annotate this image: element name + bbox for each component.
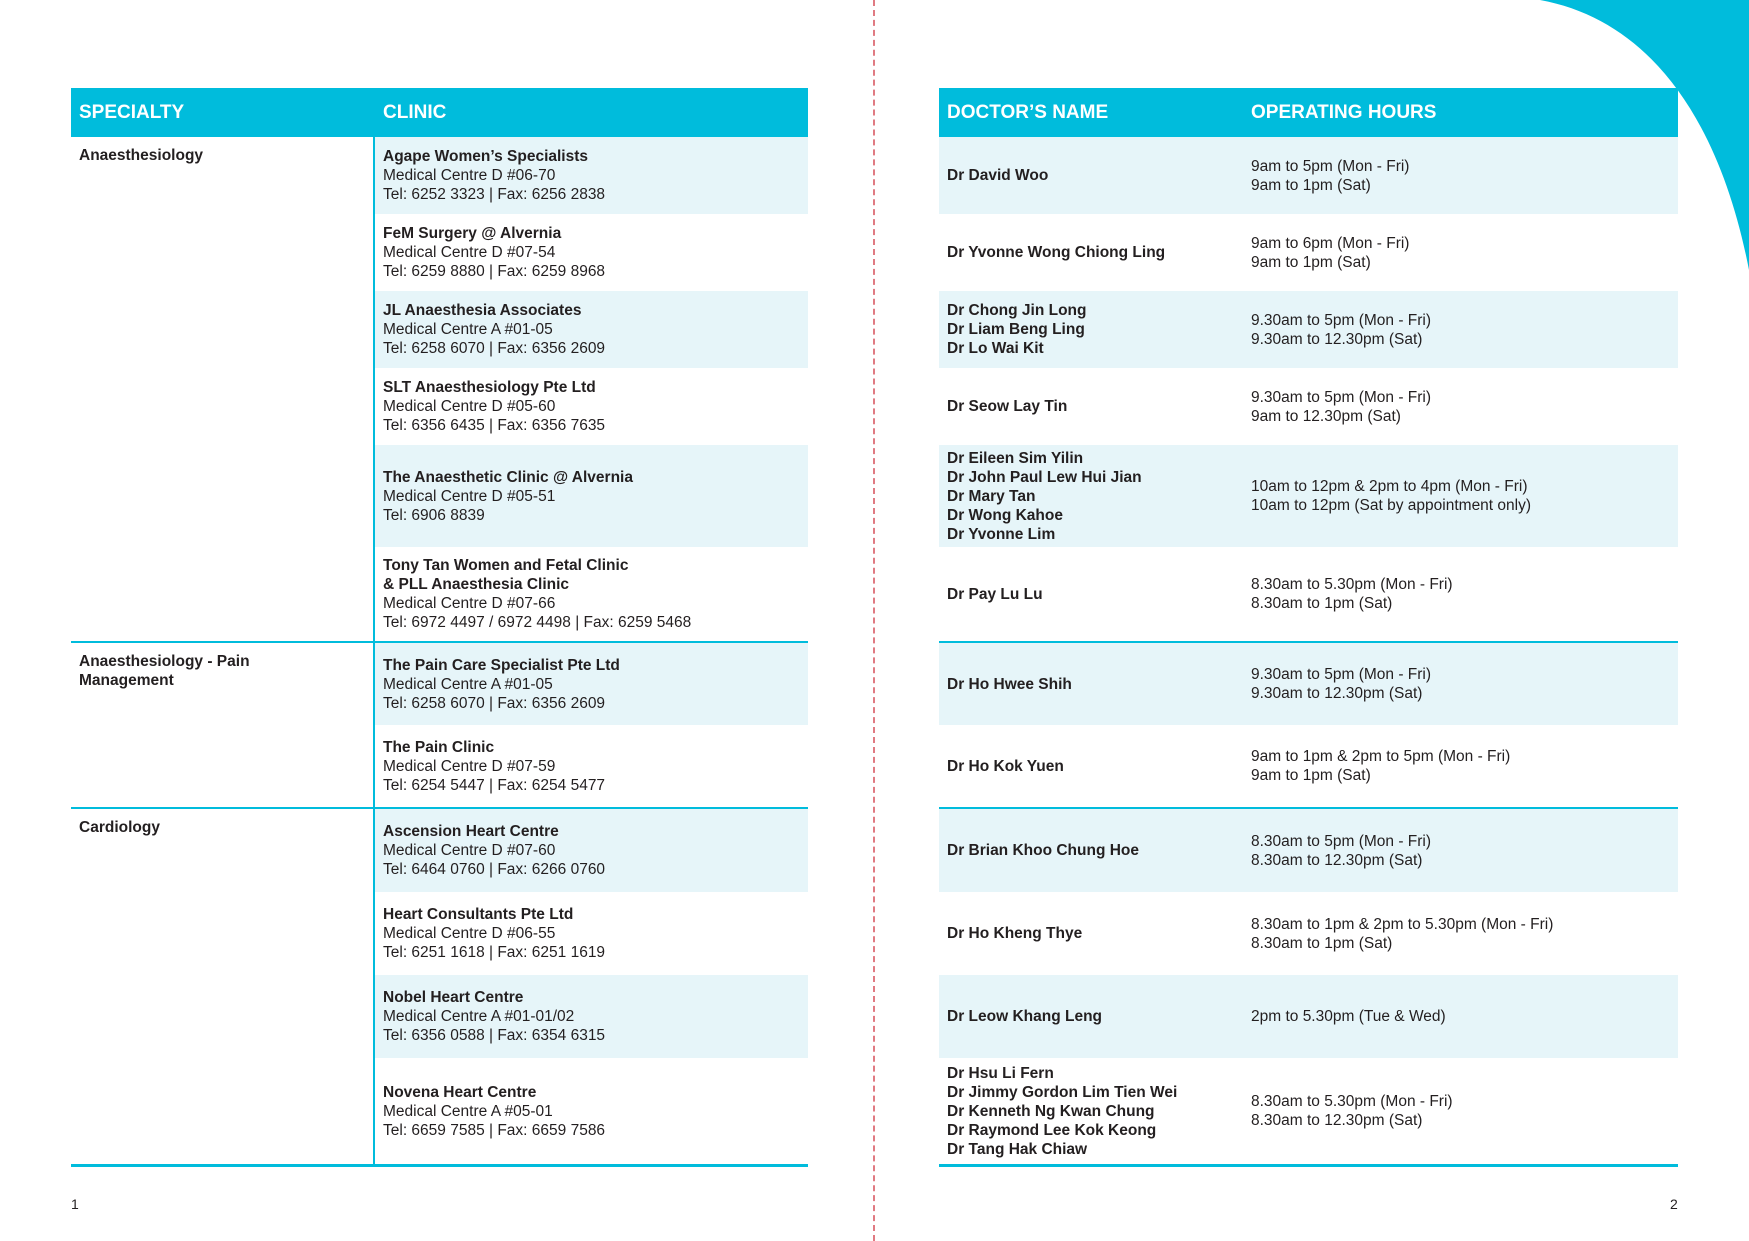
clinic-row bbox=[375, 1058, 808, 1164]
doctor-name: Dr Seow Lay Tin bbox=[947, 398, 1068, 415]
operating-hours bbox=[1243, 1007, 1678, 1026]
hours-line: 10am to 12pm (Sat by appointment only) bbox=[1251, 497, 1532, 514]
specialty-group bbox=[71, 643, 808, 809]
doctor-names bbox=[939, 449, 1243, 544]
doctor-row bbox=[939, 368, 1678, 445]
clinic-row bbox=[375, 975, 808, 1058]
header-specialty: SPECIALTY bbox=[79, 101, 185, 123]
clinic-address: Medical Centre D #06-70 bbox=[383, 167, 556, 184]
doctor-row bbox=[939, 547, 1678, 641]
doctor-row bbox=[939, 975, 1678, 1058]
operating-hours bbox=[1243, 157, 1678, 195]
operating-hours bbox=[1243, 1092, 1678, 1130]
doctor-row bbox=[939, 214, 1678, 291]
clinic-address: Medical Centre A #01-05 bbox=[383, 321, 553, 338]
clinic-contact: Tel: 6464 0760 | Fax: 6266 0760 bbox=[383, 861, 606, 878]
hours-line: 9am to 1pm & 2pm to 5pm (Mon - Fri) bbox=[1251, 748, 1511, 765]
clinic-row bbox=[375, 809, 808, 892]
doctor-row bbox=[939, 291, 1678, 368]
doctor-row bbox=[939, 1058, 1678, 1164]
hours-line: 10am to 12pm & 2pm to 4pm (Mon - Fri) bbox=[1251, 478, 1528, 495]
clinic-name: Ascension Heart Centre bbox=[383, 823, 559, 840]
hours-line: 2pm to 5.30pm (Tue & Wed) bbox=[1251, 1008, 1446, 1025]
clinic-address: Medical Centre A #01-01/02 bbox=[383, 1008, 575, 1025]
doctor-name: Dr Ho Hwee Shih bbox=[947, 675, 1072, 693]
doctor-name: Dr Pay Lu Lu bbox=[947, 585, 1043, 603]
doctor-row bbox=[939, 809, 1678, 892]
specialty-name-line2: Management bbox=[79, 672, 174, 689]
doctor-name: Dr Yvonne Lim bbox=[947, 525, 1056, 543]
hours-line: 9.30am to 5pm (Mon - Fri) bbox=[1251, 666, 1432, 683]
doctor-name: Dr Eileen Sim Yilin bbox=[947, 449, 1084, 467]
doctor-name: Dr Lo Wai Kit bbox=[947, 340, 1044, 357]
clinic-contact: Tel: 6659 7585 | Fax: 6659 7586 bbox=[383, 1121, 606, 1139]
clinic-contact: Tel: 6258 6070 | Fax: 6356 2609 bbox=[383, 340, 606, 357]
clinic-contact: Tel: 6258 6070 | Fax: 6356 2609 bbox=[383, 694, 606, 712]
clinic-name: Heart Consultants Pte Ltd bbox=[383, 906, 574, 923]
clinic-row bbox=[375, 725, 808, 807]
clinic-name: The Pain Clinic bbox=[383, 738, 495, 756]
doctor-name: Dr Brian Khoo Chung Hoe bbox=[947, 842, 1140, 859]
doctor-name: Dr David Woo bbox=[947, 167, 1049, 184]
clinic-row bbox=[375, 643, 808, 725]
hours-line: 8.30am to 1pm & 2pm to 5.30pm (Mon - Fri) bbox=[1251, 915, 1554, 933]
page-number-left: 1 bbox=[71, 1196, 79, 1212]
operating-hours bbox=[1243, 665, 1678, 703]
specialty-cell bbox=[71, 809, 375, 1164]
hours-line: 8.30am to 5.30pm (Mon - Fri) bbox=[1251, 576, 1453, 593]
doctor-group bbox=[939, 643, 1678, 809]
doctor-row bbox=[939, 892, 1678, 975]
page-number-right: 2 bbox=[1670, 1196, 1678, 1212]
doctor-name: Dr Liam Beng Ling bbox=[947, 321, 1085, 338]
hours-line: 8.30am to 5pm (Mon - Fri) bbox=[1251, 832, 1432, 850]
doctor-table-header bbox=[939, 88, 1678, 137]
hours-line: 8.30am to 1pm (Sat) bbox=[1251, 595, 1393, 612]
operating-hours bbox=[1243, 915, 1678, 953]
clinic-name: FeM Surgery @ Alvernia bbox=[383, 225, 562, 242]
clinic-name: Tony Tan Women and Fetal Clinic bbox=[383, 557, 629, 574]
clinic-address: Medical Centre D #07-54 bbox=[383, 244, 556, 261]
hours-line: 8.30am to 5.30pm (Mon - Fri) bbox=[1251, 1093, 1453, 1110]
clinic-address: Medical Centre A #05-01 bbox=[383, 1102, 553, 1120]
clinic-name-line2: & PLL Anaesthesia Clinic bbox=[383, 576, 570, 593]
clinic-table bbox=[71, 88, 808, 1167]
doctor-row bbox=[939, 445, 1678, 547]
operating-hours bbox=[1243, 388, 1678, 426]
clinic-address: Medical Centre D #07-60 bbox=[383, 842, 556, 859]
doctor-name: Dr Mary Tan bbox=[947, 487, 1036, 505]
clinic-list bbox=[375, 809, 808, 1164]
hours-line: 8.30am to 12.30pm (Sat) bbox=[1251, 851, 1423, 869]
doctor-names bbox=[939, 1064, 1243, 1159]
hours-line: 9am to 6pm (Mon - Fri) bbox=[1251, 234, 1410, 252]
clinic-contact: Tel: 6356 0588 | Fax: 6354 6315 bbox=[383, 1027, 606, 1044]
hours-line: 9am to 12.30pm (Sat) bbox=[1251, 407, 1401, 425]
clinic-contact: Tel: 6972 4497 / 6972 4498 | Fax: 6259 5468 bbox=[383, 614, 692, 631]
hours-line: 9.30am to 12.30pm (Sat) bbox=[1251, 330, 1423, 348]
doctor-name: Dr Ho Kheng Thye bbox=[947, 925, 1083, 942]
clinic-name: The Anaesthetic Clinic @ Alvernia bbox=[383, 468, 633, 486]
doctor-names bbox=[939, 166, 1243, 185]
clinic-contact: Tel: 6251 1618 | Fax: 6251 1619 bbox=[383, 944, 606, 961]
clinic-address: Medical Centre D #07-59 bbox=[383, 757, 556, 775]
clinic-row bbox=[375, 137, 808, 214]
clinic-address: Medical Centre A #01-05 bbox=[383, 675, 553, 693]
clinic-row bbox=[375, 445, 808, 547]
hours-line: 9.30am to 12.30pm (Sat) bbox=[1251, 685, 1423, 702]
specialty-name: Anaesthesiology bbox=[79, 147, 204, 164]
doctor-name: Dr Yvonne Wong Chiong Ling bbox=[947, 244, 1166, 261]
page-fold-line bbox=[873, 0, 875, 1241]
doctor-names bbox=[939, 397, 1243, 416]
doctor-row bbox=[939, 643, 1678, 725]
clinic-table-header bbox=[71, 88, 808, 137]
doctor-name: Dr Leow Khang Leng bbox=[947, 1008, 1102, 1025]
doctor-name: Dr Tang Hak Chiaw bbox=[947, 1140, 1088, 1158]
operating-hours bbox=[1243, 575, 1678, 613]
specialty-group bbox=[71, 809, 808, 1167]
clinic-contact: Tel: 6259 8880 | Fax: 6259 8968 bbox=[383, 263, 606, 280]
specialty-cell bbox=[71, 643, 375, 807]
doctor-name: Dr Wong Kahoe bbox=[947, 506, 1063, 524]
doctor-names bbox=[939, 757, 1243, 776]
operating-hours bbox=[1243, 747, 1678, 785]
specialty-group bbox=[71, 137, 808, 643]
clinic-contact: Tel: 6254 5447 | Fax: 6254 5477 bbox=[383, 776, 606, 794]
hours-line: 9am to 1pm (Sat) bbox=[1251, 767, 1371, 784]
clinic-row bbox=[375, 368, 808, 445]
doctor-name: Dr Ho Kok Yuen bbox=[947, 757, 1064, 775]
hours-line: 9.30am to 5pm (Mon - Fri) bbox=[1251, 388, 1432, 406]
doctor-names bbox=[939, 1007, 1243, 1026]
clinic-address: Medical Centre D #07-66 bbox=[383, 595, 556, 612]
clinic-contact: Tel: 6906 8839 bbox=[383, 506, 485, 524]
operating-hours bbox=[1243, 477, 1678, 515]
doctor-names bbox=[939, 841, 1243, 860]
hours-line: 9.30am to 5pm (Mon - Fri) bbox=[1251, 311, 1432, 329]
doctor-row bbox=[939, 137, 1678, 214]
clinic-row bbox=[375, 214, 808, 291]
clinic-list bbox=[375, 643, 808, 807]
specialty-cell bbox=[71, 137, 375, 641]
clinic-row bbox=[375, 291, 808, 368]
clinic-name: SLT Anaesthesiology Pte Ltd bbox=[383, 379, 596, 396]
doctor-names bbox=[939, 585, 1243, 604]
clinic-contact: Tel: 6252 3323 | Fax: 6256 2838 bbox=[383, 186, 606, 203]
clinic-address: Medical Centre D #05-51 bbox=[383, 487, 556, 505]
doctor-group bbox=[939, 137, 1678, 643]
specialty-name: Cardiology bbox=[79, 819, 160, 836]
hours-line: 8.30am to 12.30pm (Sat) bbox=[1251, 1112, 1423, 1129]
header-operating-hours: OPERATING HOURS bbox=[1251, 101, 1437, 123]
clinic-row bbox=[375, 892, 808, 975]
operating-hours bbox=[1243, 234, 1678, 272]
doctor-hours-table bbox=[939, 88, 1678, 1167]
doctor-name: Dr Hsu Li Fern bbox=[947, 1064, 1054, 1082]
hours-line: 8.30am to 1pm (Sat) bbox=[1251, 934, 1393, 952]
specialty-name: Anaesthesiology - Pain bbox=[79, 653, 250, 670]
doctor-names bbox=[939, 924, 1243, 943]
doctor-name: Dr Jimmy Gordon Lim Tien Wei bbox=[947, 1083, 1178, 1101]
doctor-names bbox=[939, 243, 1243, 262]
clinic-name: Nobel Heart Centre bbox=[383, 989, 524, 1006]
clinic-address: Medical Centre D #06-55 bbox=[383, 925, 556, 942]
operating-hours bbox=[1243, 311, 1678, 349]
clinic-name: Novena Heart Centre bbox=[383, 1083, 537, 1101]
doctor-names bbox=[939, 675, 1243, 694]
clinic-name: Agape Women’s Specialists bbox=[383, 148, 589, 165]
doctor-names bbox=[939, 301, 1243, 358]
clinic-row bbox=[375, 547, 808, 641]
clinic-address: Medical Centre D #05-60 bbox=[383, 398, 556, 415]
doctor-name: Dr Raymond Lee Kok Keong bbox=[947, 1121, 1157, 1139]
doctor-name: Dr Kenneth Ng Kwan Chung bbox=[947, 1102, 1155, 1120]
header-doctor-name: DOCTOR’S NAME bbox=[947, 101, 1109, 123]
header-clinic: CLINIC bbox=[383, 101, 447, 123]
operating-hours bbox=[1243, 832, 1678, 870]
hours-line: 9am to 5pm (Mon - Fri) bbox=[1251, 157, 1410, 175]
doctor-name: Dr John Paul Lew Hui Jian bbox=[947, 468, 1142, 486]
hours-line: 9am to 1pm (Sat) bbox=[1251, 176, 1371, 194]
clinic-contact: Tel: 6356 6435 | Fax: 6356 7635 bbox=[383, 417, 606, 434]
hours-line: 9am to 1pm (Sat) bbox=[1251, 253, 1371, 271]
doctor-name: Dr Chong Jin Long bbox=[947, 302, 1087, 319]
doctor-group bbox=[939, 809, 1678, 1167]
doctor-row bbox=[939, 725, 1678, 807]
clinic-name: The Pain Care Specialist Pte Ltd bbox=[383, 656, 620, 674]
clinic-list bbox=[375, 137, 808, 641]
clinic-name: JL Anaesthesia Associates bbox=[383, 302, 582, 319]
